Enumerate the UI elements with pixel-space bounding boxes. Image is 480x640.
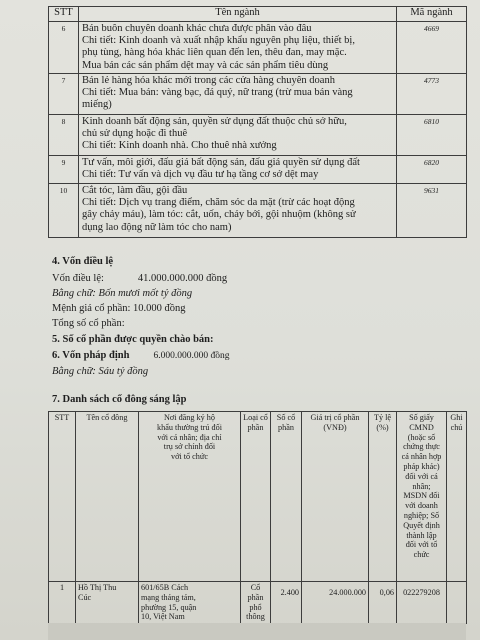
row-code: 6810: [397, 115, 467, 156]
founder-address: [139, 582, 241, 624]
table-row: [49, 22, 467, 74]
header-line: (%): [376, 422, 389, 432]
col-header-note: [447, 412, 467, 582]
header-line: với cá nhân; địa chỉ: [157, 432, 222, 442]
founder-id: 022279208: [397, 582, 447, 624]
header-line: thành lập: [406, 530, 437, 540]
row-line: Chi tiết: Kinh doanh nhà. Cho thuê nhà xưởng: [82, 140, 277, 152]
cell-line: Hồ Thị Thu: [78, 583, 117, 592]
header-line: CMND: [409, 422, 434, 432]
row-line: phụ tùng, hàng hóa khác liên quan đến len, thêu đan, may mặc.: [82, 47, 347, 59]
header-line: MSDN đối: [403, 491, 440, 501]
table-row: [49, 74, 467, 115]
row-line: Kinh doanh bất động sản, quyền sử dụng đất thuộc chủ sở hữu,: [82, 116, 347, 127]
row-stt: 9: [49, 156, 79, 184]
col-header-id: [397, 412, 447, 582]
table-row: [49, 184, 467, 238]
header-line: chức: [413, 550, 430, 560]
row-line: dụng lao động nữ làm tóc cho nam): [82, 221, 232, 233]
founder-name: [76, 582, 139, 624]
founder-stt: 1: [49, 582, 76, 624]
header-line: đối với tổ: [405, 540, 438, 550]
header-line: chú: [450, 422, 463, 432]
col-header-ratio: [369, 412, 397, 582]
col-header-code: Mã ngành: [397, 7, 467, 22]
table-row: [49, 115, 467, 156]
row-description: [79, 184, 397, 238]
cell-line: Cổ phần: [247, 583, 264, 602]
row-stt: 10: [49, 184, 79, 238]
row-line: Bán buôn chuyên doanh khác chưa được phân vào đâu: [82, 23, 312, 34]
row-line: gây chảy máu), làm tóc: cắt, uốn, chảy bới, gội nhuộm (không sử: [82, 209, 356, 221]
header-line: cá nhân hợp: [401, 452, 442, 462]
row-description: [79, 22, 397, 74]
header-line: đối với cá: [405, 471, 438, 481]
row-line: Cắt tóc, làm đầu, gội đầu: [82, 185, 188, 196]
capital-amount-label: Vốn điều lệ:: [52, 273, 104, 284]
legal-capital-heading: 6. Vốn pháp định: [52, 350, 130, 361]
row-line: miếng): [82, 99, 112, 111]
founders-header-row: [49, 412, 467, 582]
business-lines-table: [48, 6, 467, 238]
col-header-stt: STT: [49, 7, 79, 22]
header-line: Loại cổ: [243, 413, 268, 422]
header-line: nhân;: [412, 481, 431, 491]
capital-heading: 4. Vốn điều lệ: [52, 256, 114, 267]
cell-line: phổ: [249, 602, 262, 612]
row-stt: 7: [49, 74, 79, 115]
table-header-row: [49, 7, 467, 22]
header-line: phần: [278, 422, 294, 432]
row-line: Mua bán các sản phẩm dệt may và các sản phẩm tiêu dùng: [82, 59, 329, 71]
par-value: Mệnh giá cổ phần: 10.000 đồng: [52, 303, 186, 314]
header-line: nghiệp; Số: [403, 510, 440, 520]
founder-share-type: [241, 582, 271, 624]
founder-note: [447, 582, 467, 624]
row-line: Chi tiết: Tư vấn và dịch vụ đầu tư hạ tầng cơ sở dệt may: [82, 169, 319, 181]
header-line: pháp khác): [403, 461, 440, 471]
col-header-name: Tên ngành: [79, 7, 397, 22]
header-line: Tỷ lệ: [373, 413, 392, 422]
row-line: Bán lẻ hàng hóa khác mới trong các cửa hàng chuyên doanh: [82, 75, 335, 86]
capital-amount-value: 41.000.000.000 đồng: [137, 273, 228, 284]
col-header-value: [302, 412, 369, 582]
header-line: Giá trị cổ phần: [310, 413, 360, 422]
header-line: với tổ chức: [171, 452, 208, 462]
legal-capital-in-words: Bằng chữ: Sáu tỷ đồng: [52, 366, 149, 377]
col-header-num-shares: [271, 412, 302, 582]
cell-line: phường 15, quận: [141, 602, 197, 612]
legal-capital-value: 6.000.000.000 đồng: [153, 351, 230, 361]
signature-strip: [48, 623, 466, 640]
row-code: 4669: [397, 22, 467, 74]
header-line: (hoặc số: [407, 432, 436, 442]
col-header-share-type: [241, 412, 271, 582]
col-header-stt: STT: [49, 412, 76, 582]
header-line: Ghi: [450, 413, 463, 422]
cell-line: thông: [246, 612, 265, 622]
row-line: Tư vấn, môi giới, đấu giá bất động sản, đấu giá quyền sử dụng đất: [82, 157, 360, 168]
legal-capital-row: [52, 350, 229, 361]
capital-in-words: Bằng chữ: Bốn mươi mốt tỷ đồng: [52, 288, 193, 299]
cell-line: 601/65B Cách: [141, 583, 189, 592]
col-header-address: [139, 412, 241, 582]
row-description: [79, 115, 397, 156]
header-line: Số cổ: [276, 413, 296, 422]
founder-value: 24.000.000: [302, 582, 369, 624]
row-stt: 6: [49, 22, 79, 74]
cell-line: Cúc: [78, 592, 92, 602]
row-description: [79, 156, 397, 184]
founders-heading: 7. Danh sách cổ đông sáng lập: [52, 394, 187, 405]
row-stt: 8: [49, 115, 79, 156]
row-line: Chi tiết: Dịch vụ trang điểm, chăm sóc da mặt (trừ các hoạt động: [82, 197, 355, 209]
col-header-name: Tên cổ đông: [76, 412, 139, 582]
row-line: Chi tiết: Mua bán: vàng bạc, đá quý, nữ trang (trừ mua bán vàng: [82, 87, 353, 99]
header-line: Số giấy: [409, 413, 434, 422]
header-line: (VNĐ): [323, 422, 347, 432]
row-code: 4773: [397, 74, 467, 115]
table-row: [49, 582, 467, 624]
header-line: với doanh: [405, 501, 438, 511]
row-line: chủ sử dụng hoặc đi thuê: [82, 128, 188, 140]
capital-amount: [52, 273, 227, 284]
header-line: Nơi đăng ký hộ: [164, 413, 215, 422]
total-shares: Tổng số cổ phần:: [52, 318, 125, 329]
header-line: Quyết định: [403, 520, 440, 530]
row-line: Chi tiết: Kinh doanh và xuất nhập khẩu nguyên phụ liệu, thiết bị,: [82, 35, 355, 47]
founder-ratio: 0,06: [369, 582, 397, 624]
cell-line: mạng tháng tám,: [141, 592, 196, 602]
cell-line: 10, Việt Nam: [141, 612, 185, 622]
founders-table: [48, 411, 467, 624]
header-line: khẩu thường trú đối: [157, 422, 222, 432]
table-row: [49, 156, 467, 184]
header-line: trụ sở chính đối: [163, 442, 216, 452]
row-description: [79, 74, 397, 115]
offered-shares-heading: 5. Số cổ phần được quyền chào bán:: [52, 334, 214, 345]
row-code: 6820: [397, 156, 467, 184]
founder-num-shares: 2.400: [271, 582, 302, 624]
header-line: phần: [247, 422, 264, 432]
row-code: 9631: [397, 184, 467, 238]
header-line: chứng thực: [403, 442, 440, 452]
